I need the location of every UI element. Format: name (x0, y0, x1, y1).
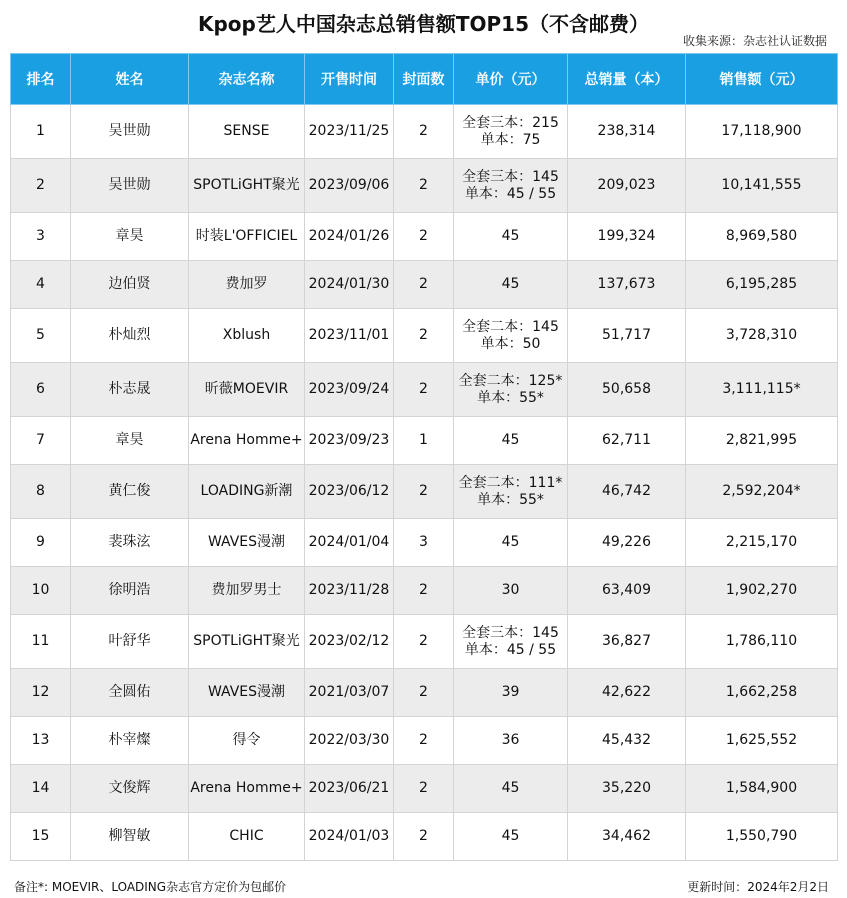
covers-cell: 2 (394, 159, 454, 213)
name-cell: 黄仁俊 (71, 465, 189, 519)
price-cell: 36 (454, 717, 568, 765)
rank-cell: 3 (11, 213, 71, 261)
covers-cell: 2 (394, 765, 454, 813)
name-cell: 文俊辉 (71, 765, 189, 813)
revenue-cell: 1,584,900 (686, 765, 838, 813)
revenue-cell: 3,111,115* (686, 363, 838, 417)
price-line: 全套二本：111* (458, 475, 563, 492)
price-line: 单本：55* (477, 389, 544, 406)
rank-cell: 14 (11, 765, 71, 813)
table-row (11, 717, 838, 765)
covers-cell: 2 (394, 813, 454, 861)
covers-cell: 2 (394, 669, 454, 717)
revenue-cell: 2,215,170 (686, 519, 838, 567)
name-cell: 叶舒华 (71, 615, 189, 669)
covers-cell: 2 (394, 213, 454, 261)
sales-cell: 137,673 (568, 261, 686, 309)
date-cell: 2023/11/25 (305, 105, 394, 159)
magazine-cell: 时装L'OFFICIEL (189, 213, 305, 261)
date-cell: 2024/01/04 (305, 519, 394, 567)
covers-cell: 2 (394, 363, 454, 417)
date-cell: 2024/01/03 (305, 813, 394, 861)
table-row (11, 261, 838, 309)
price-cell (454, 309, 568, 363)
date-cell: 2023/11/28 (305, 567, 394, 615)
rank-cell: 10 (11, 567, 71, 615)
revenue-cell: 1,550,790 (686, 813, 838, 861)
rank-cell: 1 (11, 105, 71, 159)
date-cell: 2024/01/26 (305, 213, 394, 261)
name-cell: 吴世勋 (71, 105, 189, 159)
magazine-cell: SPOTLiGHT聚光 (189, 615, 305, 669)
price-line: 单本：50 (480, 335, 541, 352)
sales-cell: 63,409 (568, 567, 686, 615)
date-cell: 2023/02/12 (305, 615, 394, 669)
ranking-table (10, 53, 838, 861)
name-cell: 裴珠泫 (71, 519, 189, 567)
revenue-cell: 1,786,110 (686, 615, 838, 669)
sales-cell: 42,622 (568, 669, 686, 717)
covers-cell: 2 (394, 615, 454, 669)
price-cell: 45 (454, 519, 568, 567)
revenue-cell: 10,141,555 (686, 159, 838, 213)
date-cell: 2023/11/01 (305, 309, 394, 363)
table-row (11, 765, 838, 813)
magazine-cell: CHIC (189, 813, 305, 861)
name-cell: 朴灿烈 (71, 309, 189, 363)
table-row (11, 159, 838, 213)
name-cell: 徐明浩 (71, 567, 189, 615)
header-price: 单价（元） (454, 54, 568, 105)
rank-cell: 5 (11, 309, 71, 363)
sales-cell: 46,742 (568, 465, 686, 519)
rank-cell: 9 (11, 519, 71, 567)
revenue-cell: 1,662,258 (686, 669, 838, 717)
covers-cell: 2 (394, 261, 454, 309)
price-cell: 39 (454, 669, 568, 717)
rank-cell: 12 (11, 669, 71, 717)
table-row (11, 813, 838, 861)
footnote: 备注*: MOEVIR、LOADING杂志官方定价为包邮价 (14, 880, 287, 894)
price-cell: 45 (454, 261, 568, 309)
rank-cell: 15 (11, 813, 71, 861)
price-line: 全套二本：125* (458, 373, 563, 390)
rank-cell: 4 (11, 261, 71, 309)
price-cell (454, 465, 568, 519)
sales-cell: 34,462 (568, 813, 686, 861)
sales-cell: 35,220 (568, 765, 686, 813)
header-rank: 排名 (11, 54, 71, 105)
price-line: 单本：55* (477, 491, 544, 508)
magazine-cell: WAVES漫潮 (189, 669, 305, 717)
sales-cell: 51,717 (568, 309, 686, 363)
covers-cell: 2 (394, 567, 454, 615)
table-row (11, 465, 838, 519)
name-cell: 柳智敏 (71, 813, 189, 861)
date-cell: 2023/09/06 (305, 159, 394, 213)
rank-cell: 7 (11, 417, 71, 465)
name-cell: 章昊 (71, 417, 189, 465)
price-line: 单本：45 / 55 (464, 185, 557, 202)
magazine-cell: SENSE (189, 105, 305, 159)
sales-cell: 50,658 (568, 363, 686, 417)
price-line: 全套三本：145 (462, 625, 559, 642)
rank-cell: 8 (11, 465, 71, 519)
covers-cell: 2 (394, 309, 454, 363)
name-cell: 朴志晟 (71, 363, 189, 417)
date-cell: 2023/06/12 (305, 465, 394, 519)
magazine-cell: LOADING新潮 (189, 465, 305, 519)
sales-cell: 49,226 (568, 519, 686, 567)
covers-cell: 2 (394, 465, 454, 519)
date-cell: 2024/01/30 (305, 261, 394, 309)
name-cell: 边伯贤 (71, 261, 189, 309)
header-covers: 封面数 (394, 54, 454, 105)
revenue-cell: 3,728,310 (686, 309, 838, 363)
page-title: Kpop艺人中国杂志总销售额TOP15（不含邮费） (197, 12, 649, 36)
magazine-cell: Arena Homme+ (189, 417, 305, 465)
magazine-cell: SPOTLiGHT聚光 (189, 159, 305, 213)
table-row (11, 213, 838, 261)
revenue-cell: 8,969,580 (686, 213, 838, 261)
magazine-cell: Xblush (189, 309, 305, 363)
table-row (11, 519, 838, 567)
name-cell: 全圆佑 (71, 669, 189, 717)
name-cell: 章昊 (71, 213, 189, 261)
header-revenue: 销售额（元） (686, 54, 838, 105)
covers-cell: 3 (394, 519, 454, 567)
magazine-cell: 费加罗 (189, 261, 305, 309)
revenue-cell: 6,195,285 (686, 261, 838, 309)
table-header-row (11, 54, 838, 105)
sales-cell: 62,711 (568, 417, 686, 465)
table-row (11, 669, 838, 717)
covers-cell: 1 (394, 417, 454, 465)
revenue-cell: 2,821,995 (686, 417, 838, 465)
table-row (11, 363, 838, 417)
covers-cell: 2 (394, 105, 454, 159)
date-cell: 2022/03/30 (305, 717, 394, 765)
rank-cell: 2 (11, 159, 71, 213)
header-name: 姓名 (71, 54, 189, 105)
table-row (11, 105, 838, 159)
table-row (11, 309, 838, 363)
header-total-sales: 总销量（本） (568, 54, 686, 105)
magazine-cell: 费加罗男士 (189, 567, 305, 615)
rank-cell: 13 (11, 717, 71, 765)
name-cell: 吴世勋 (71, 159, 189, 213)
date-cell: 2023/09/23 (305, 417, 394, 465)
covers-cell: 2 (394, 717, 454, 765)
data-source-note: 收集来源：杂志社认证数据 (682, 34, 827, 48)
sales-cell: 36,827 (568, 615, 686, 669)
name-cell: 朴宰燦 (71, 717, 189, 765)
sales-cell: 238,314 (568, 105, 686, 159)
price-line: 全套三本：145 (462, 169, 559, 186)
rank-cell: 11 (11, 615, 71, 669)
header-magazine: 杂志名称 (189, 54, 305, 105)
price-line: 单本：75 (480, 131, 541, 148)
price-cell (454, 615, 568, 669)
revenue-cell: 17,118,900 (686, 105, 838, 159)
rank-cell: 6 (11, 363, 71, 417)
price-cell (454, 105, 568, 159)
table-row (11, 417, 838, 465)
magazine-cell: WAVES漫潮 (189, 519, 305, 567)
sales-cell: 45,432 (568, 717, 686, 765)
price-cell: 45 (454, 765, 568, 813)
price-cell: 45 (454, 213, 568, 261)
magazine-cell: 昕薇MOEVIR (189, 363, 305, 417)
revenue-cell: 1,902,270 (686, 567, 838, 615)
header-release-date: 开售时间 (305, 54, 394, 105)
price-line: 全套三本：215 (462, 115, 559, 132)
price-line: 单本：45 / 55 (464, 641, 557, 658)
date-cell: 2023/06/21 (305, 765, 394, 813)
magazine-cell: Arena Homme+ (189, 765, 305, 813)
revenue-cell: 2,592,204* (686, 465, 838, 519)
revenue-cell: 1,625,552 (686, 717, 838, 765)
price-cell: 30 (454, 567, 568, 615)
table-row (11, 567, 838, 615)
price-cell (454, 363, 568, 417)
price-cell (454, 159, 568, 213)
magazine-cell: 得令 (189, 717, 305, 765)
price-cell: 45 (454, 417, 568, 465)
date-cell: 2021/03/07 (305, 669, 394, 717)
update-time: 更新时间：2024年2月2日 (687, 880, 829, 894)
sales-cell: 209,023 (568, 159, 686, 213)
price-line: 全套二本：145 (462, 319, 559, 336)
table-row (11, 615, 838, 669)
sales-cell: 199,324 (568, 213, 686, 261)
price-cell: 45 (454, 813, 568, 861)
date-cell: 2023/09/24 (305, 363, 394, 417)
